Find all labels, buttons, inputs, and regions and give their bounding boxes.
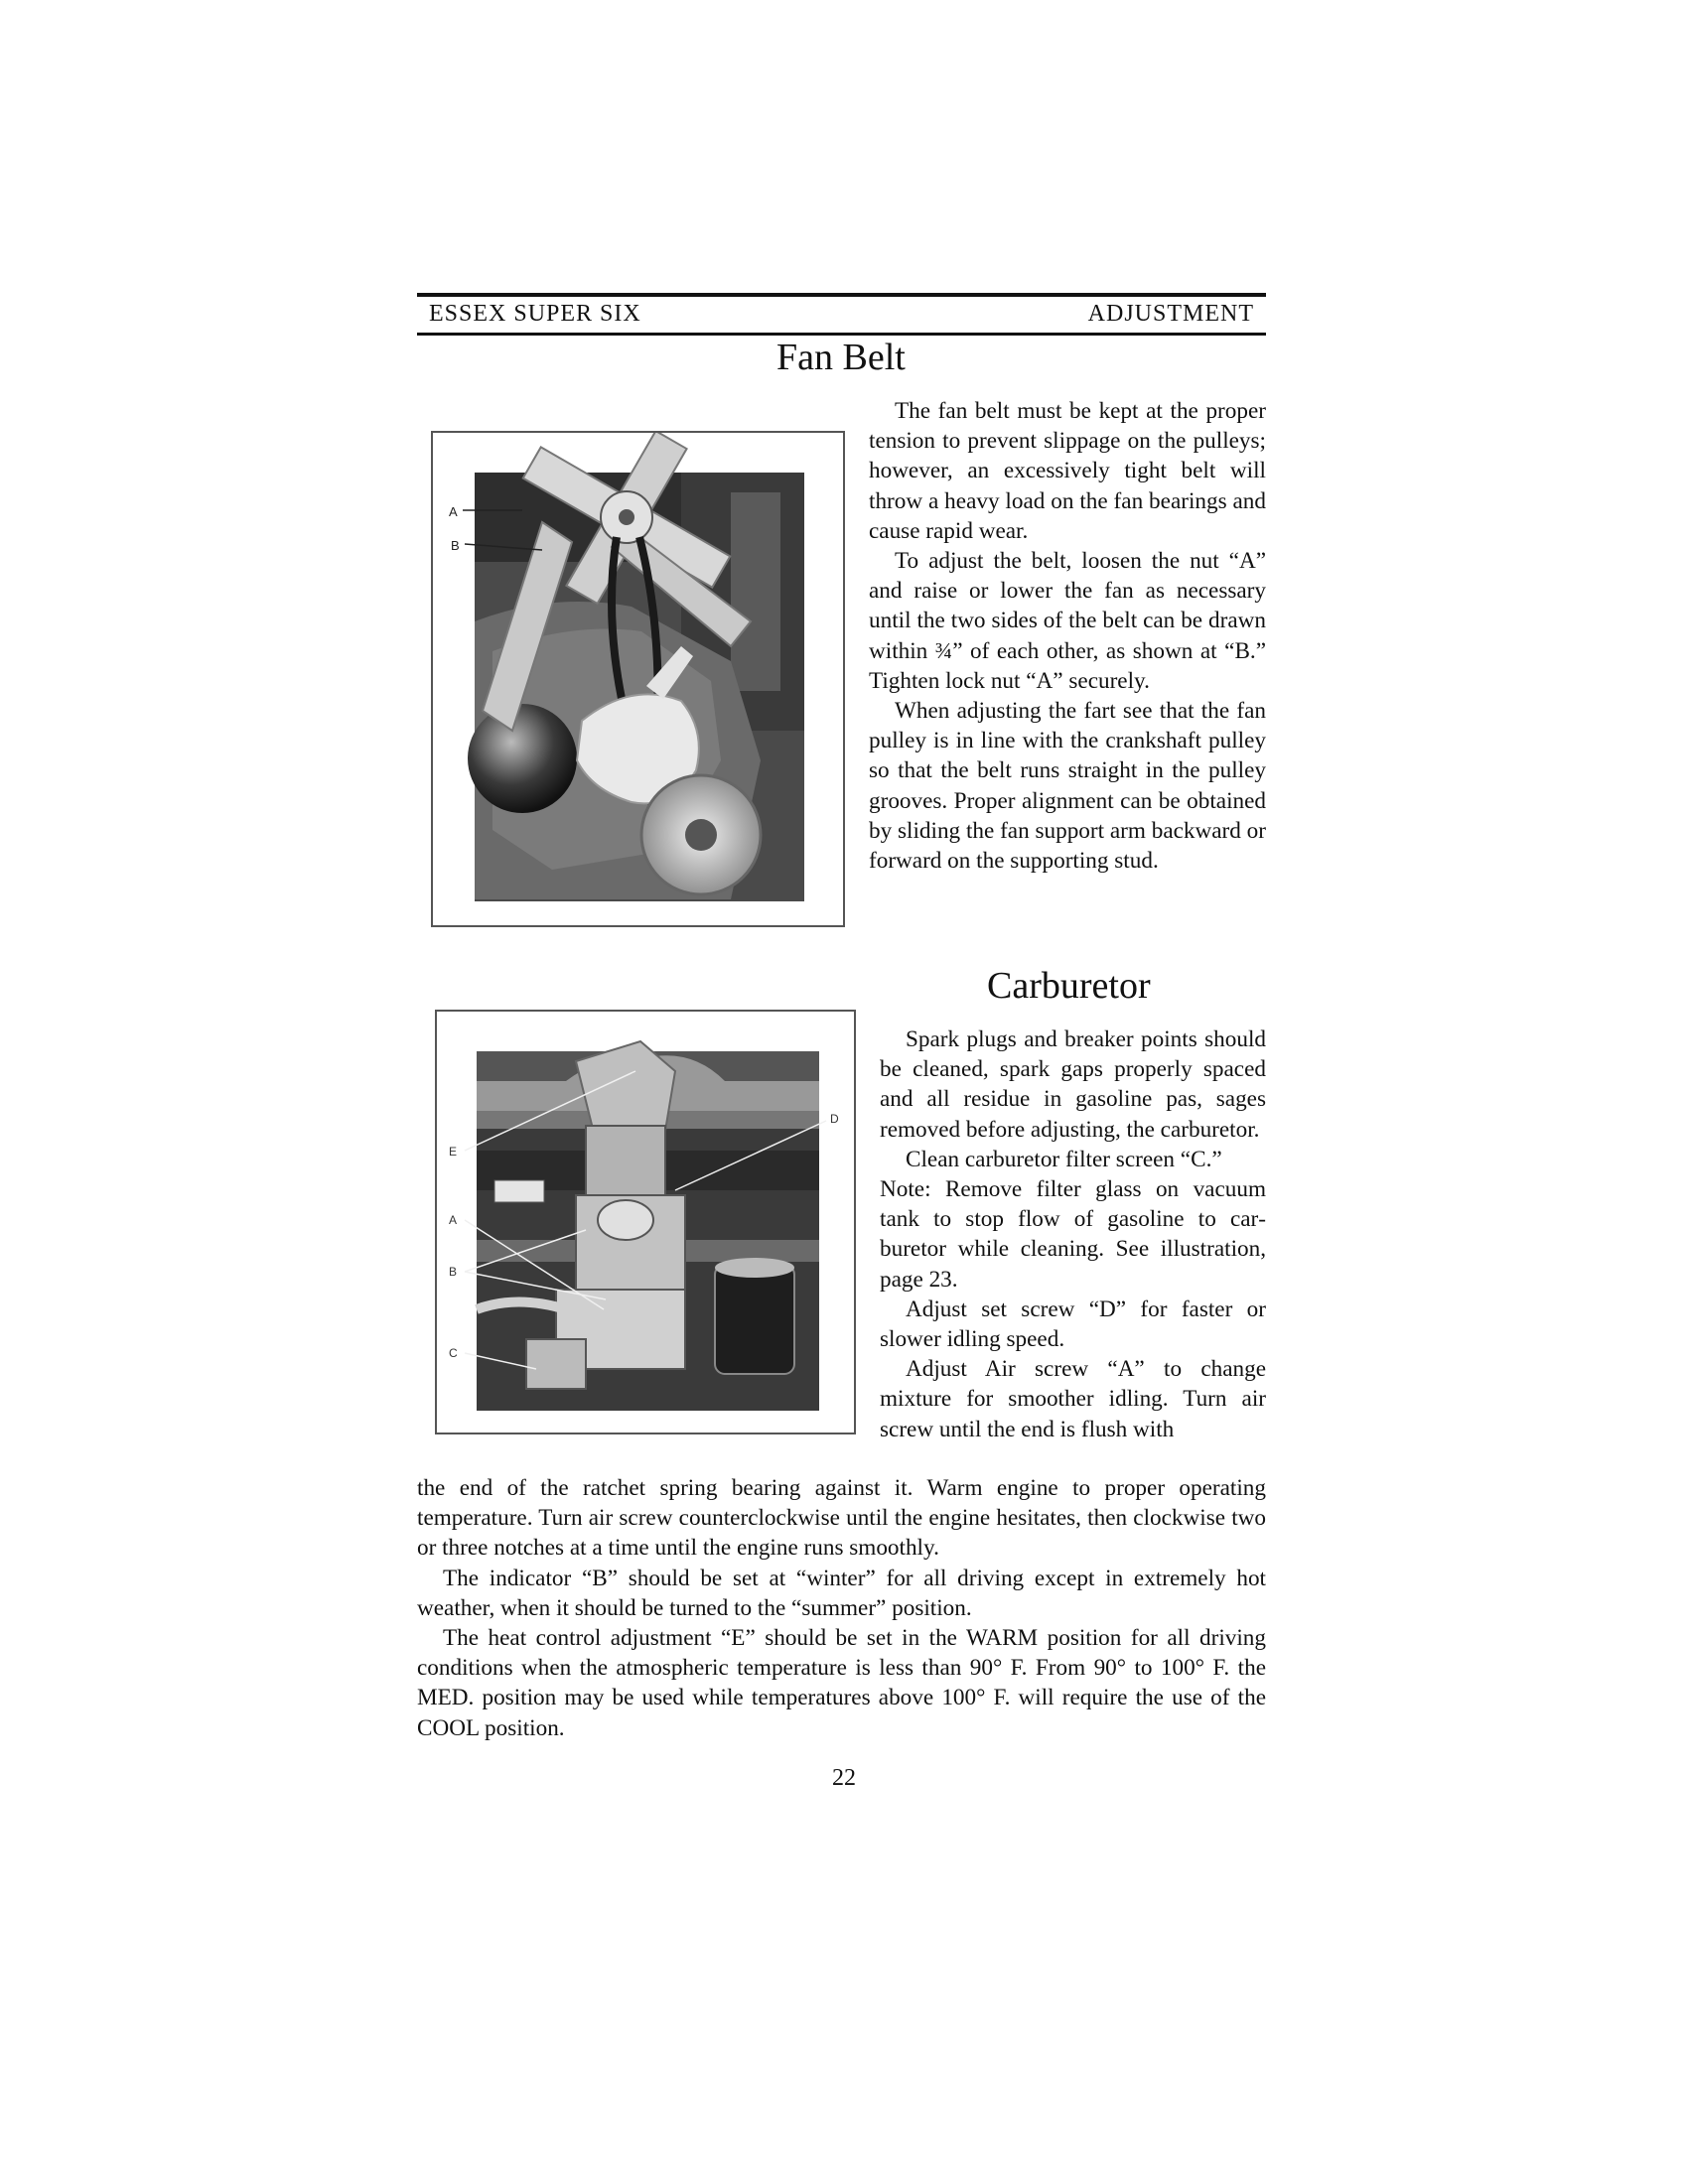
carb-figure-label-a: A [449,1213,458,1227]
carb-figure-label-d: D [830,1112,839,1126]
carburetor-illustration [435,1010,856,1434]
carburetor-text-continued [417,1473,1266,1743]
fan-belt-illustration [431,431,845,927]
carburetor-heading: Carburetor [987,965,1151,1007]
carburetor-text [880,1024,1266,1444]
fan-belt-paragraph: The fan belt must be kept at the proper tension to prevent slippage on the pulleys; however, an excessively tight belt will throw a heavy load on the fan bearings and cause rapid wear. [869,398,1266,544]
carburetor-paragraph: Spark plugs and breaker points should be cleaned, spark gaps properly spaced and all residue in gasoline pas, sages removed before adjusting, the carburetor. [880,1026,1266,1143]
header-section-title: ADJUSTMENT [1087,301,1254,327]
carb-figure-label-e: E [449,1145,458,1159]
fan-figure-label-b: B [451,538,460,553]
fan-belt-paragraph: To adjust the belt, loosen the nut “A” and raise or lower the fan as necessary until the two sides of the belt can be drawn within ¾” of each other, as shown at “B.” Tighten lock nut “A” securely. [869,548,1266,694]
carburetor-paragraph: Adjust Air screw “A” to change mixture for smoother idling. Turn air screw until the end is flush with [880,1356,1266,1442]
fan-figure-label-a: A [449,504,458,519]
fan-belt-photo [433,433,843,925]
carb-figure-label-b: B [449,1265,458,1279]
fan-belt-text [869,396,1266,876]
fan-belt-heading: Fan Belt [776,337,906,378]
carburetor-note: Note: Remove filter glass on vacuum tank to stop flow of gasoline to carburetor while cleaning. See illustration, page 23. [880,1176,1266,1293]
carb-figure-label-c: C [449,1346,458,1360]
carburetor-paragraph: Adjust set screw “D” for faster or slower idling speed. [880,1296,1266,1353]
carburetor-paragraph: the end of the ratchet spring bearing against it. Warm engine to proper operating temperature. Turn air screw counterclockwise until the engine hesitates, then clockwise two or three notches at a time until the engine runs smoothly. [417,1475,1266,1562]
carburetor-paragraph: The heat control adjustment “E” should be set in the WARM position for all driving conditions when the atmospheric temperature is less than 90° F. From 90° to 100° F. the MED. position may be used while temperatures above 100° F. will require the use of the COOL position. [417,1625,1266,1741]
running-header [417,293,1266,336]
fan-belt-paragraph: When adjusting the fart see that the fan pulley is in line with the crankshaft pulley so that the belt runs straight in the pulley grooves. Proper alignment can be obtained by sliding the fan support arm backward or forward on the supporting stud. [869,698,1266,875]
carburetor-paragraph: The indicator “B” should be set at “winter” for all driving except in extremely hot weather, when it should be turned to the “summer” position. [417,1565,1266,1621]
header-book-title: ESSEX SUPER SIX [429,301,641,327]
carburetor-photo [437,1012,854,1433]
page-number: 22 [832,1765,856,1791]
carburetor-paragraph: Clean carburetor filter screen “C.” [906,1146,1222,1172]
